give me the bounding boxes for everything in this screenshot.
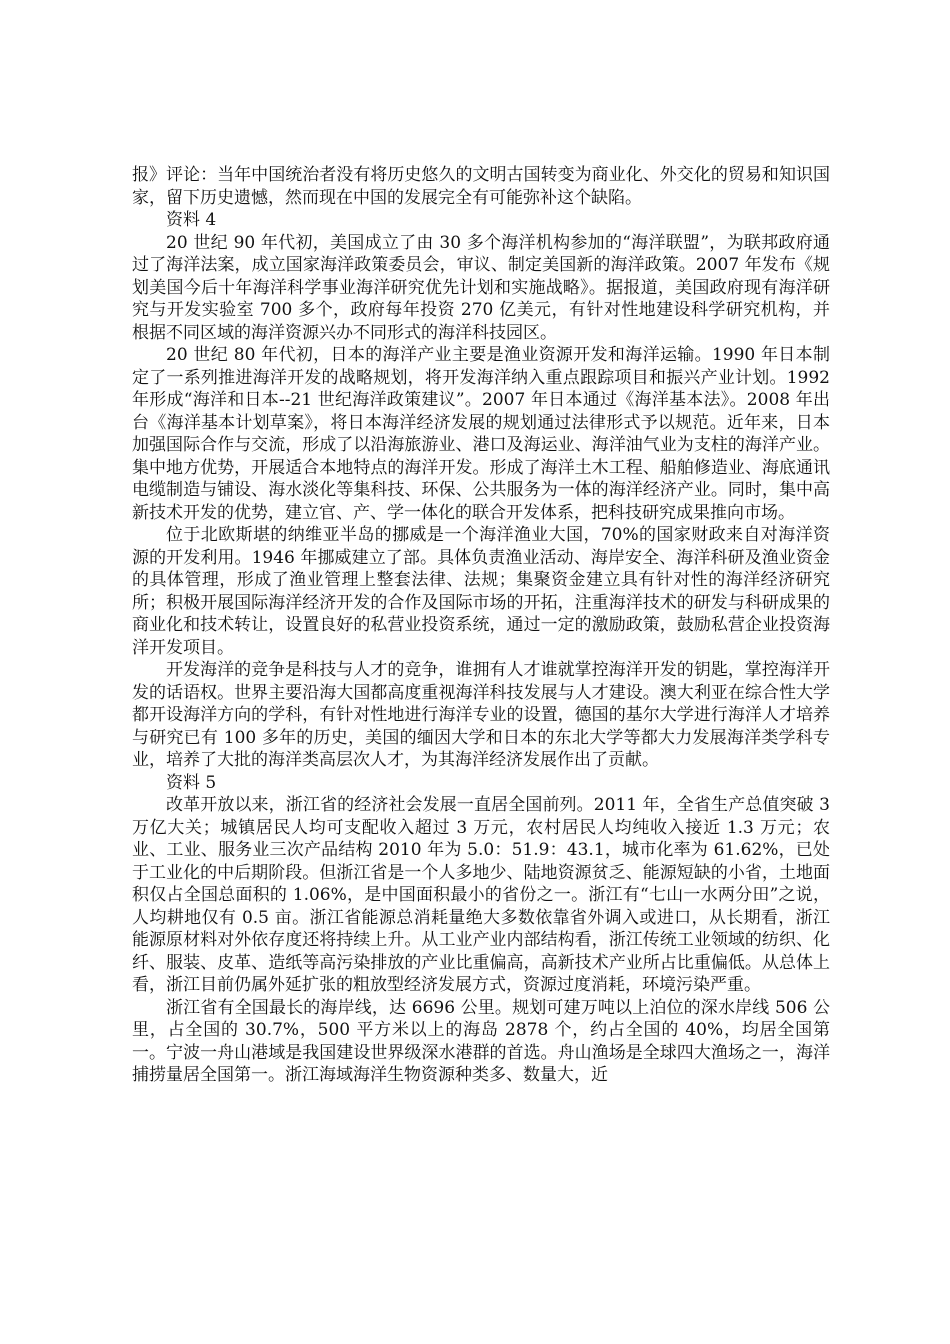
section-heading-material-4: 资料 4 <box>166 210 217 230</box>
paragraph-japan-ocean: 20 世纪 80 年代初，日本的海洋产业主要是渔业资源开发和海洋运输。1990 年日本制定了一系列推进海洋开发的战略规划，将开发海洋纳入重点跟踪项目和振兴产业计划。1992 年形成“海洋和日本--21 世纪海洋政策建议”。2007 年日本通过《海洋基本法》。2008 年出台《海洋基本计划草案》，将日本海洋经济发展的规划通过法律形式予以规范。近年来，日本加强国际合作与交流，形成了以沿海旅游业、港口及海运业、海洋油气业为支柱的海洋产业。集中地方优势，开展适合本地特点的海洋开发。形成了海洋土木工程、船舶修造业、海底通讯电缆制造与铺设、海水淡化等集科技、环保、公共服务为一体的海洋经济产业。同时，集中高新技术开发的优势，建立官、产、学一体化的联合开发体系，把科技研究成果推向市场。 <box>132 345 830 523</box>
document-page <box>132 164 830 1087</box>
paragraph-usa-ocean: 20 世纪 90 年代初，美国成立了由 30 多个海洋机构参加的“海洋联盟”，为联邦政府通过了海洋法案，成立国家海洋政策委员会，审议、制定美国新的海洋政策。2007 年发布《规划美国今后十年海洋科学事业海洋研究优先计划和实施战略》。据报道，美国政府现有海洋研究与开发实验室 700 多个，政府每年投资 270 亿美元，有针对性地建设科学研究机构，并根据不同区域的海洋资源兴办不同形式的海洋科技园区。 <box>132 232 830 343</box>
paragraph-norway-ocean: 位于北欧斯堪的纳维亚半岛的挪威是一个海洋渔业大国，70%的国家财政来自对海洋资源的开发利用。1946 年挪威建立了部。具体负责渔业活动、海岸安全、海洋科研及渔业资金的具体管理，形成了渔业管理上整套法律、法规；集聚资金建立具有针对性的海洋经济研究所；积极开展国际海洋经济开发的合作及国际市场的开拓，注重海洋技术的研发与科研成果的商业化和技术转让，设置良好的私营业投资系统，通过一定的激励政策，鼓励私营企业投资海洋开发项目。 <box>132 525 830 658</box>
paragraph-zhejiang-coastline: 浙江省有全国最长的海岸线，达 6696 公里。规划可建万吨以上泊位的深水岸线 506 公里，占全国的 30.7%，500 平方米以上的海岛 2878 个，约占全国的 40%，均居全国第一。宁波一舟山港域是我国建设世界级深水港群的首选。舟山渔场是全球四大渔场之一，海洋捕捞量居全国第一。浙江海域海洋生物资源种类多、数量大，近 <box>132 997 830 1085</box>
section-heading-material-5: 资料 5 <box>166 772 217 793</box>
paragraph-talent-competition: 开发海洋的竞争是科技与人才的竞争，谁拥有人才谁就掌控海洋开发的钥匙，掌控海洋开发的话语权。世界主要沿海大国都高度重视海洋科技发展与人才建设。澳大利亚在综合性大学都开设海洋方向的学科，有针对性地进行海洋专业的设置，德国的基尔大学进行海洋人才培养与研究已有 100 多年的历史，美国的缅因大学和日本的东北大学等都大力发展海洋类学科专业，培养了大批的海洋类高层次人才，为其海洋经济发展作出了贡献。 <box>132 660 830 770</box>
paragraph-continuation: 报》评论：当年中国统治者没有将历史悠久的文明古国转变为商业化、外交化的贸易和知识国家，留下历史遗憾，然而现在中国的发展完全有可能弥补这个缺陷。 <box>132 165 830 208</box>
paragraph-zhejiang-economy: 改革开放以来，浙江省的经济社会发展一直居全国前列。2011 年，全省生产总值突破 3 万亿大关；城镇居民人均可支配收入超过 3 万元，农村居民人均纯收入接近 1.3 万元；农业、工业、服务业三次产品结构 2010 年为 5.0：51.9：43.1，城市化率为 61.62%，已处于工业化的中后期阶段。但浙江省是一个人多地少、陆地资源贫乏、能源短缺的小省，土地面积仅占全国总面积的 1.06%，是中国面积最小的省份之一。浙江有“七山一水两分田”之说，人均耕地仅有 0.5 亩。浙江省能源总消耗量绝大多数依靠省外调入或进口，从长期看，浙江能源原材料对外依存度还将持续上升。从工业产业内部结构看，浙江传统工业领域的纺织、化纤、服装、皮革、造纸等高污染排放的产业比重偏高，高新技术产业所占比重偏低。从总体上看，浙江目前仍属外延扩张的粗放型经济发展方式，资源过度消耗，环境污染严重。 <box>132 795 830 995</box>
